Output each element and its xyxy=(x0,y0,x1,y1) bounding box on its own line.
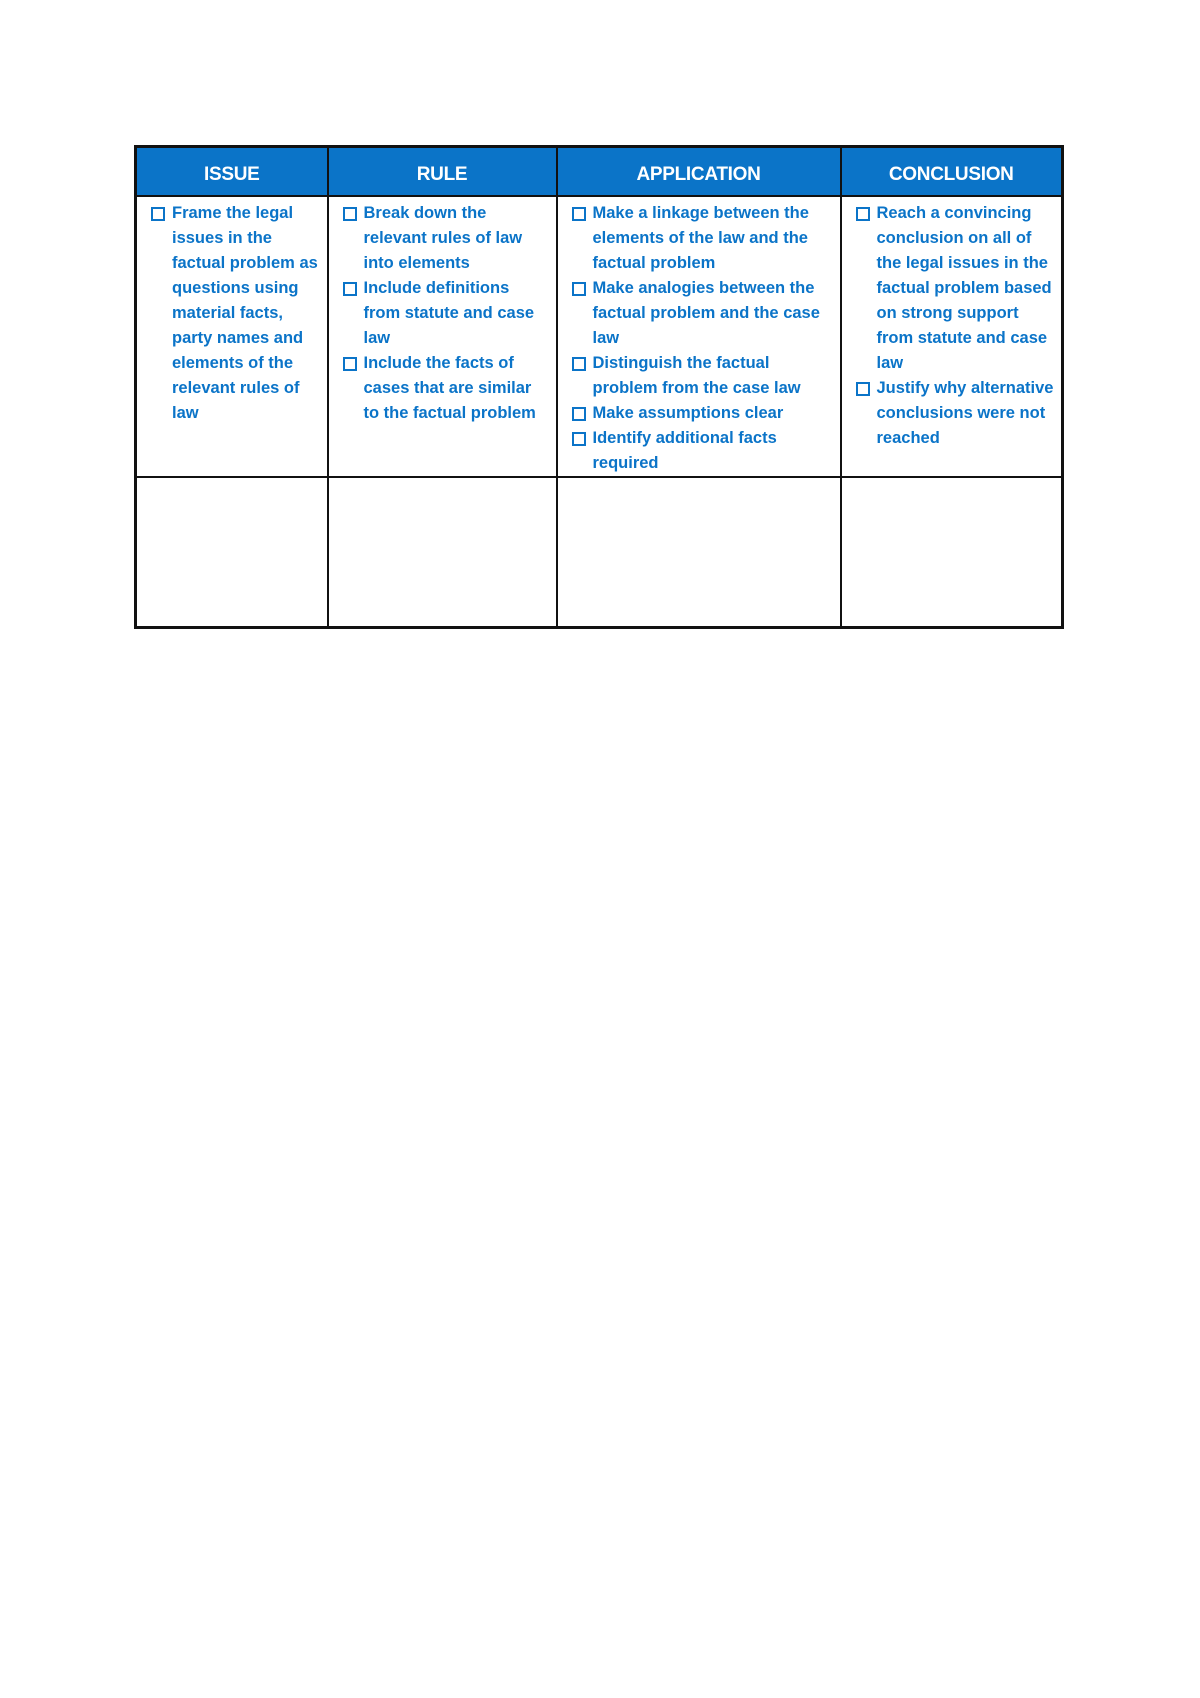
blank-answer-row xyxy=(136,477,1063,628)
list-item xyxy=(570,351,834,401)
list-item xyxy=(570,201,834,276)
header-conclusion: CONCLUSION xyxy=(841,147,1063,197)
list-item-text: Justify why alternative conclusions were not reached xyxy=(876,379,1054,447)
irac-table xyxy=(134,145,1064,629)
list-item xyxy=(341,351,550,426)
list-item xyxy=(570,401,834,426)
checkbox-icon xyxy=(572,207,586,221)
checkbox-icon xyxy=(343,282,357,296)
rule-checklist xyxy=(341,201,550,426)
rule-cell xyxy=(328,196,557,477)
list-item-text: Distinguish the factual problem from the case law xyxy=(592,354,801,397)
list-item-text: Make assumptions clear xyxy=(592,404,784,422)
header-rule: RULE xyxy=(328,147,557,197)
application-answer-cell[interactable] xyxy=(557,477,841,628)
checkbox-icon xyxy=(343,357,357,371)
list-item-text: Frame the legal issues in the factual problem as questions using material facts, party names and elements of the relevant rules of law xyxy=(172,204,318,422)
list-item xyxy=(149,201,321,426)
list-item xyxy=(854,201,1056,376)
list-item-text: Reach a convincing conclusion on all of the legal issues in the factual problem based on strong support from statute and case law xyxy=(876,204,1052,372)
checkbox-icon xyxy=(856,207,870,221)
list-item-text: Include the facts of cases that are similar to the factual problem xyxy=(363,354,536,422)
list-item-text: Make a linkage between the elements of the law and the factual problem xyxy=(592,204,809,272)
checkbox-icon xyxy=(343,207,357,221)
header-row xyxy=(136,147,1063,197)
application-checklist xyxy=(570,201,834,476)
conclusion-answer-cell[interactable] xyxy=(841,477,1063,628)
checkbox-icon xyxy=(572,357,586,371)
header-issue: ISSUE xyxy=(136,147,328,197)
guidance-row xyxy=(136,196,1063,477)
issue-checklist xyxy=(149,201,321,426)
list-item-text: Include definitions from statute and case law xyxy=(363,279,535,347)
list-item xyxy=(854,376,1056,451)
checkbox-icon xyxy=(572,282,586,296)
list-item xyxy=(570,426,834,476)
conclusion-cell xyxy=(841,196,1063,477)
list-item xyxy=(341,276,550,351)
list-item xyxy=(570,276,834,351)
issue-answer-cell[interactable] xyxy=(136,477,328,628)
list-item-text: Make analogies between the factual problem and the case law xyxy=(592,279,820,347)
checkbox-icon xyxy=(856,382,870,396)
conclusion-checklist xyxy=(854,201,1056,451)
checkbox-icon xyxy=(151,207,165,221)
list-item-text: Break down the relevant rules of law into elements xyxy=(363,204,523,272)
header-application: APPLICATION xyxy=(557,147,841,197)
list-item xyxy=(341,201,550,276)
issue-cell xyxy=(136,196,328,477)
checkbox-icon xyxy=(572,432,586,446)
checkbox-icon xyxy=(572,407,586,421)
rule-answer-cell[interactable] xyxy=(328,477,557,628)
application-cell xyxy=(557,196,841,477)
list-item-text: Identify additional facts required xyxy=(592,429,777,472)
